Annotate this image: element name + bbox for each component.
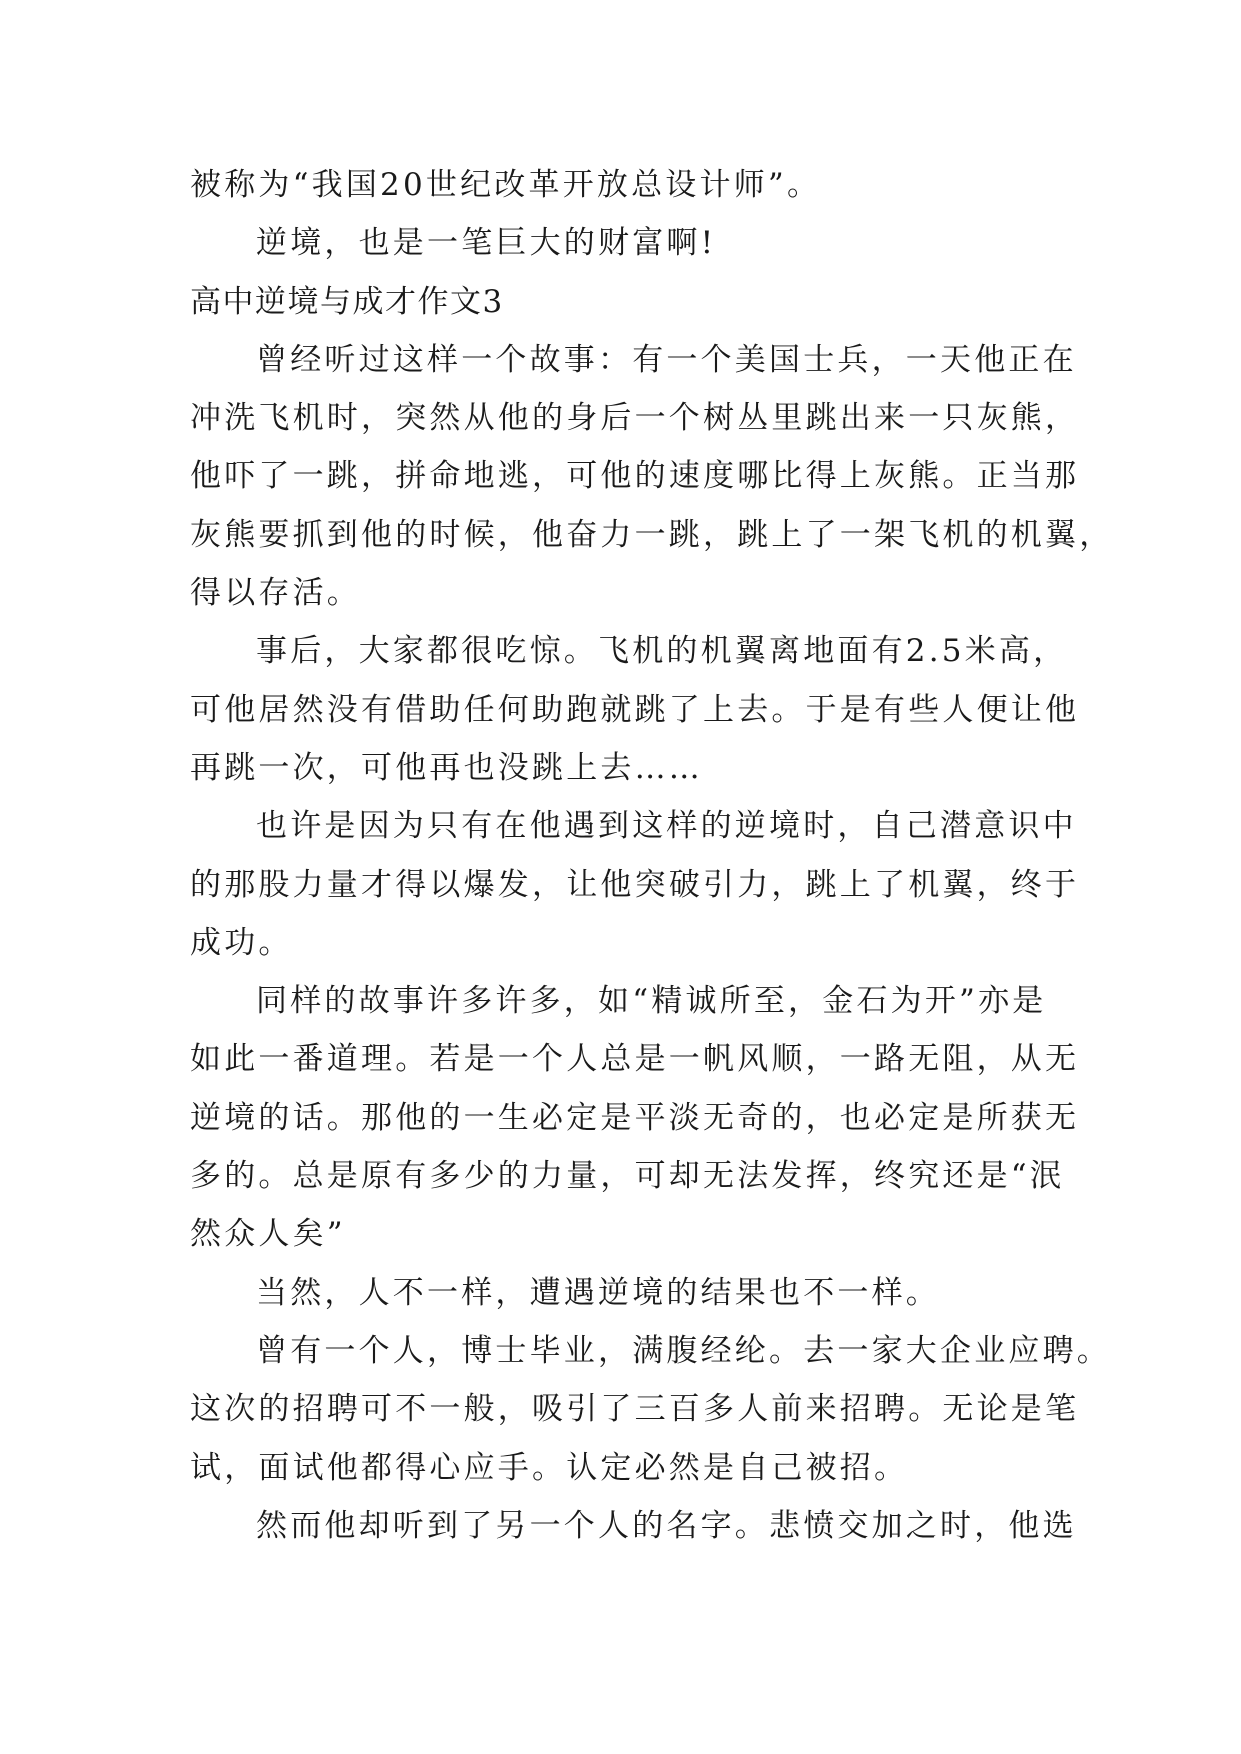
text-line: 然众人矣” xyxy=(190,1216,346,1253)
text-line: 得以存活。 xyxy=(190,575,361,612)
text-line: 然而他却听到了另一个人的名字。悲愤交加之时，他选 xyxy=(256,1507,1077,1544)
text-line: 可他居然没有借助任何助跑就跳了上去。于是有些人便让他 xyxy=(190,691,1080,728)
text-line: 冲洗飞机时，突然从他的身后一个树丛里跳出来一只灰熊， xyxy=(190,400,1080,437)
text-line: 同样的故事许多许多，如“精诚所至，金石为开”亦是 xyxy=(256,983,1047,1020)
text-line: 灰熊要抓到他的时候，他奋力一跳，跳上了一架飞机的机翼， xyxy=(190,516,1114,553)
text-line: 再跳一次，可他再也没跳上去…… xyxy=(190,749,703,786)
text-line: 试，面试他都得心应手。认定必然是自己被招。 xyxy=(190,1449,909,1486)
text-line: 逆境，也是一笔巨大的财富啊! xyxy=(256,225,717,262)
text-line: 当然，人不一样，遭遇逆境的结果也不一样。 xyxy=(256,1274,940,1311)
text-line: 成功。 xyxy=(190,924,293,961)
text-line: 被称为“我国20世纪改革开放总设计师”。 xyxy=(190,167,822,203)
text-line: 这次的招聘可不一般，吸引了三百多人前来招聘。无论是笔 xyxy=(190,1391,1080,1428)
text-line: 多的。总是原有多少的力量，可却无法发挥，终究还是“泯 xyxy=(190,1158,1065,1195)
text-line: 如此一番道理。若是一个人总是一帆风顺，一路无阻，从无 xyxy=(190,1041,1080,1078)
text-line: 的那股力量才得以爆发，让他突破引力，跳上了机翼，终于 xyxy=(190,866,1080,903)
text-line: 他吓了一跳，拼命地逃，可他的速度哪比得上灰熊。正当那 xyxy=(190,458,1080,495)
text-line: 事后，大家都很吃惊。飞机的机翼离地面有2.5米高， xyxy=(256,633,1068,670)
text-line: 逆境的话。那他的一生必定是平淡无奇的，也必定是所获无 xyxy=(190,1099,1080,1136)
text-line: 曾有一个人，博士毕业，满腹经纶。去一家大企业应聘。 xyxy=(256,1332,1111,1369)
text-line: 也许是因为只有在他遇到这样的逆境时，自己潜意识中 xyxy=(256,808,1077,845)
text-line: 曾经听过这样一个故事：有一个美国士兵，一天他正在 xyxy=(256,341,1077,378)
section-heading: 高中逆境与成才作文3 xyxy=(190,283,504,320)
essay-body xyxy=(190,156,1114,1555)
